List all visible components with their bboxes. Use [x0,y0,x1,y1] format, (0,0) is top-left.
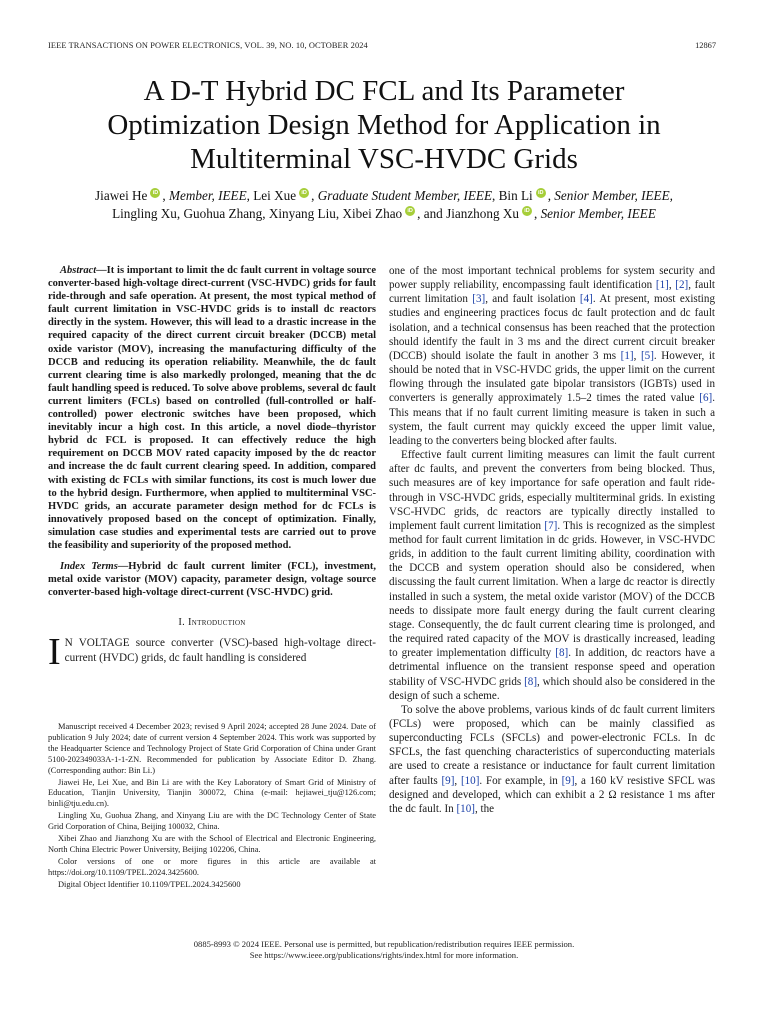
author-line-1: Jiawei HeiD , Member, IEEE, Lei XueiD , Graduate Student Member, IEEE, Bin LiiD , Senior Member, IEEE, [30,187,738,205]
body-text-segment: one of the most important technical problems for system security and power supply reliability, encompassing fault identification [389,265,715,292]
author-role: Senior Member, IEEE, [554,188,673,203]
orcid-icon[interactable] [150,188,160,198]
footnote: Color versions of one or more figures in this article are available at https://doi.org/10.1109/TPEL.2024.3425600. [48,856,376,877]
copyright-footer [0,939,768,961]
left-column [48,264,376,676]
body-text-segment: , which should also be considered in the design of such a scheme. [389,675,715,702]
footnotes [48,722,376,892]
title-line-2: Optimization Design Method for Application in [107,109,661,141]
page-number: 12867 [695,41,716,50]
author-role: Senior Member, IEEE [540,206,656,221]
body-text-segment: , and fault isolation [485,293,580,306]
citation-link[interactable]: [3] [472,293,486,306]
intro-text: source converter (VSC)-based high-voltage direct-current (HVDC) grids, dc fault handling is considered [64,637,376,664]
author-list [30,187,738,223]
index-terms-text: —Hybrid dc fault current limiter (FCL), investment, metal oxide varistor (MOV) capacity, parameter design, voltage source converter-based high-voltage direct-current (VSC-HVDC) grid. [48,561,376,599]
citation-link[interactable]: [10] [460,774,480,787]
citation-link[interactable]: [6] [699,392,713,405]
body-text-segment: . This means that if no fault current limiting measure is taken in such a system, the fault current may quickly exceed the upper limit value, leading to the converters being blocked after faults. [389,392,715,447]
citation-link[interactable]: [1] [620,349,634,362]
body-text-segment: , [454,774,461,787]
body-text-segment: , a 160 kV resistive SFCL was designed and developed, which can exhibit a 2 Ω resistance 1 ms after the dc fault. In [389,774,716,815]
body-paragraph-2 [389,448,715,703]
citation-link[interactable]: [8] [524,675,538,688]
title-line-3: Multiterminal VSC-HVDC Grids [190,143,578,175]
footnote: Manuscript received 4 December 2023; revised 9 April 2024; accepted 28 June 2024. Date of publication 9 July 2024; date of current version 4 September 2024. This work was supported by the Headquarter Science and Technology Project of State Grid Corporation of China under Grant 5100-202349033A-1-1-ZN. Recommended for publication by Associate Editor D. Zhang. (Corresponding author: Bin Li.) [48,722,376,775]
citation-link[interactable]: [8] [555,647,569,660]
citation-link[interactable]: [9] [441,774,455,787]
journal-header: IEEE TRANSACTIONS ON POWER ELECTRONICS, VOL. 39, NO. 10, OCTOBER 2024 [48,41,368,50]
index-terms [48,560,376,599]
right-column [389,264,715,816]
author-name: Jiawei He [95,188,148,203]
orcid-icon[interactable] [522,206,532,216]
author-name: Bin Li [498,188,533,203]
citation-link[interactable]: [10] [456,802,475,815]
orcid-icon[interactable] [536,188,546,198]
body-text-segment: . For example, in [479,774,562,787]
footer-line-1: 0885-8993 © 2024 IEEE. Personal use is permitted, but republication/redistribution requires IEEE permission. [193,939,575,949]
section-heading [48,617,376,628]
body-text-segment: . This is recognized as the simplest method for fault current limitation in dc grids. However, in VSC-HVDC grids, in addition to the fault current limiting ability, coordination with the DCCB and system operation should also be considered, when discussing the fault current limitation. When a large dc reactor is directly installed in such a system, the metal oxide varistor (MOV) of the DCCB needs to dissipate more fault energy during the fault current clearing stage. Consequently, the dc fault current clearing time is prolonged, and the required rated capacity of the MOV is drastically increased, leading to greater implementation difficulty [389,519,715,660]
footnote: Xibei Zhao and Jianzhong Xu are with the School of Electrical and Electronic Engineering, North China Electric Power University, Beijing 102206, China. [48,834,376,854]
body-text-segment: Effective fault current limiting measures can limit the fault current after dc faults, and prevent the converters from being blocked. Thus, such measures are of key importance for safe operation and fault ride-through in VSC-HVDC grids, especially multiterminal grids. In existing VSC-HVDC grids, dc reactors are typically directly installed to implement fault current limitation [389,449,715,532]
body-text-segment: , [633,349,641,362]
body-text-segment: . In addition, dc reactors have a detrimental influence on the transient response speed and operation stability of VSC-HVDC grids [389,647,715,688]
author-names: Lingling Xu, Guohua Zhang, Xinyang Liu, Xibei Zhao [112,206,403,221]
citation-link[interactable]: [9] [561,774,575,787]
intro-paragraph [48,631,376,674]
footer-line-2: See https://www.ieee.org/publications/rights/index.html for more information. [249,950,519,960]
orcid-icon[interactable] [299,188,309,198]
body-text-segment: , [668,279,676,292]
title-line-1: A D-T Hybrid DC FCL and Its Parameter [143,75,625,107]
intro-first-words: N VOLTAGE [64,637,130,650]
abstract [48,264,376,552]
section-title: Introduction [188,617,246,629]
orcid-icon[interactable] [405,206,415,216]
author-name: Lei Xue [253,188,297,203]
body-text-segment: To solve the above problems, various kinds of dc fault current limiters (FCLs) were proposed, which can be mainly classified as superconducting FCLs (SFCLs) and power-electronic FCLs. In dc SFCLs, the fast quenching characteristics of superconducting materials are used to create a resistance or inductance for fault current limitation after faults [389,703,715,787]
citation-link[interactable]: [5] [640,349,654,362]
citation-link[interactable]: [2] [675,279,689,292]
abstract-text: —It is important to limit the dc fault current in voltage source converter-based high-voltage direct-current (VSC-HVDC) grids for fault ride-through and safe operation. At present, the most typical method of fault current limitation in VSC-HVDC grids is to install dc reactors directly in the system. However, this will lead to a drastic increase in the required capacity of the direct current circuit breaker (DCCB) metal oxide varistor (MOV), increasing the manufacturing difficulty of the DCCB and reducing its operation reliability. Meanwhile, the dc fault current clearing time is also markedly prolonged, meaning that the dc fault handling speed is reduced. To solve above problems, several dc fault current limiters (FCLs) based on controlled (full-controlled or half-controlled) power electronic switches have been proposed, which inevitably incur a high cost. In this article, a novel diode–thyristor hybrid dc FCL is proposed. It can effectively reduce the high requirement on DCCB MOV rated capacity imposed by the dc reactor and increase the dc fault current clearing speed. In addition, compared with existing dc FCLs with similar functions, its cost is much lower due to the hybrid design. Furthermore, when applied to multiterminal VSC-HVDC grids, an accurate parameter design method for dc FCLs is innovatively proposed based on the concept of optimization. Finally, simulation case studies and experimental tests are carried out to prove the feasibility and superiority of the proposed method. [48,265,376,551]
index-terms-lead: Index Terms [60,561,118,573]
paper-title [40,74,728,176]
drop-cap: I [48,631,61,674]
body-text-segment: . At present, most existing studies and engineering practices focus dc fault protection and dc fault isolation, and a technical consensus has been reached that the protection should identify the fault in 3 ms and the direct current circuit breaker (DCCB) should isolate the fault in another 3 ms [389,293,715,362]
citation-link[interactable]: [4] [579,293,593,306]
footnote: Digital Object Identifier 10.1109/TPEL.2024.3425600 [58,879,241,889]
section-number: I. [178,617,186,629]
citation-link[interactable]: [1] [655,279,669,292]
body-text-segment: . However, it should be noted that in VSC-HVDC grids, the upper limit on the current flowing through the insulated gate bipolar transistors (IGBTs) used in converters is generally approximately 1.5–2 times the rated value [389,349,715,405]
citation-link[interactable]: [7] [544,519,558,532]
author-line-2: Lingling Xu, Guohua Zhang, Xinyang Liu, Xibei ZhaoiD , and Jianzhong XuiD , Senior Member, IEEE [30,205,738,223]
author-role: Graduate Student Member, IEEE [317,188,493,203]
author-name: , and Jianzhong Xu [417,206,519,221]
footnote: Lingling Xu, Guohua Zhang, and Xinyang Liu are with the DC Technology Center of State Grid Corporation of China, Beijing 100032, China. [48,811,376,832]
footnote: Jiawei He, Lei Xue, and Bin Li are with the Key Laboratory of Smart Grid of Ministry of Education, Tianjin University, Tianjin 300072, China (e-mail: hejiawei_tju@126.com; binli@tju.edu.cn). [48,777,376,809]
abstract-lead: Abstract [60,265,97,276]
body-paragraph-3 [389,703,715,816]
body-text-segment: , fault current limitation [389,279,715,306]
body-text-segment: , the [474,802,495,815]
author-role: Member, IEEE [169,188,247,203]
body-paragraph-1 [389,264,715,448]
